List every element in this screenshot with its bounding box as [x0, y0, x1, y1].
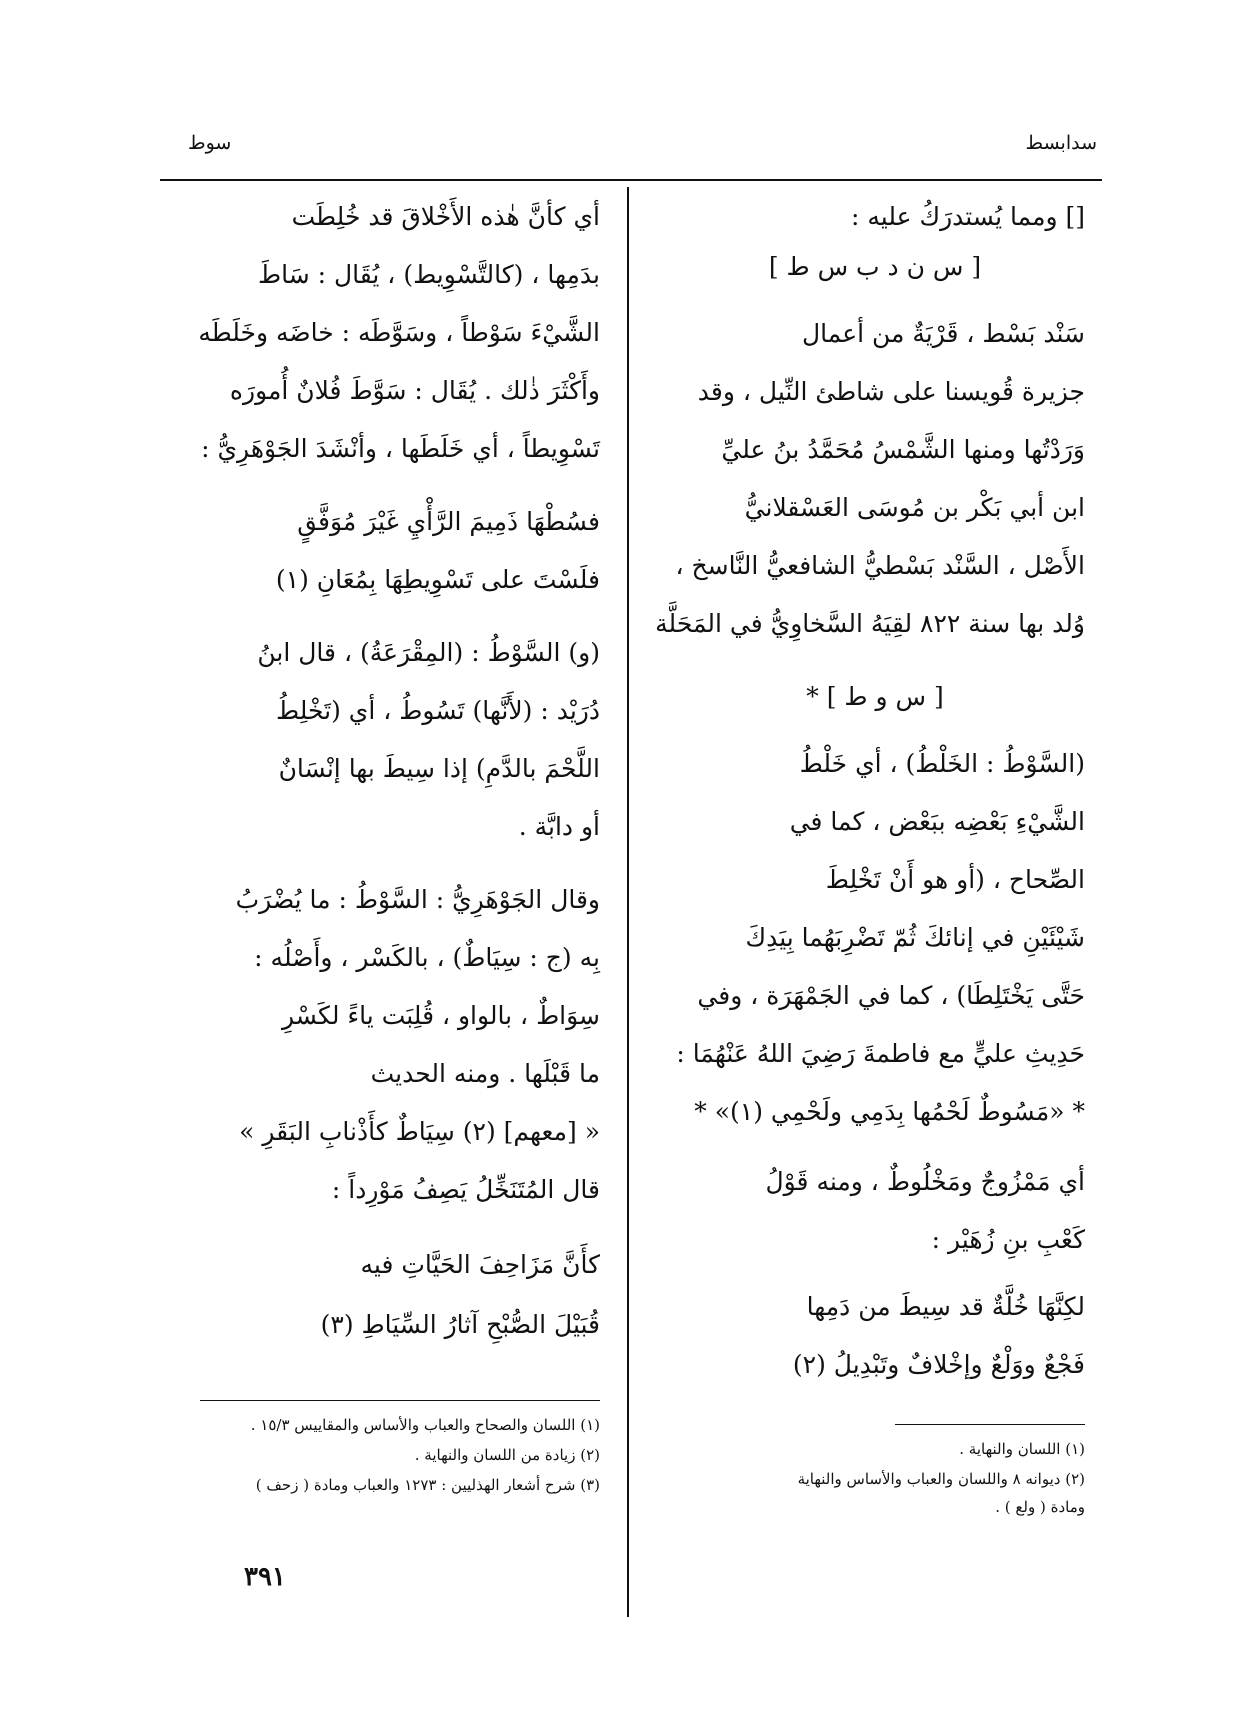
- footnote-rule: [895, 1424, 1085, 1425]
- text-line: ما قَبْلَها . ومنه الحديث: [370, 1059, 600, 1088]
- text-line: بدَمِها ، (كالتَّسْوِيط) ، يُقَال : سَاطَ: [257, 260, 600, 289]
- entry-root-heading: [ س ن د ب س ط ]: [768, 252, 982, 281]
- verse-line: فلَسْتَ على تَسْوِيطِهَا بِمُعَانِ (١): [275, 565, 600, 594]
- text-line: ابن أبي بَكْر بن مُوسَى العَسْقلانيُّ: [744, 493, 1085, 522]
- text-line: الشَّيْءَ سَوْطاً ، وسَوَّطَه : خاضَه وخَلَطَه: [198, 318, 600, 347]
- text-line: [] ومما يُستدرَكُ عليه :: [851, 202, 1085, 231]
- text-line: تَسْوِيطاً ، أي خَلَطَها ، وأنْشَدَ الجَوْهَرِيُّ :: [201, 434, 600, 463]
- text-line: أي كأنَّ هٰذه الأَخْلاقَ قد خُلِطَت: [291, 202, 600, 231]
- verse-line: فسُطْهَا ذَمِيمَ الرَّأْيِ غَيْرَ مُوَفَّقٍ: [297, 507, 600, 536]
- text-line: وَرَدْتُها ومنها الشَّمْسُ مُحَمَّدُ بنُ عليِّ: [721, 435, 1085, 464]
- text-line: اللَّحْمَ بالدَّمِ) إذا سِيطَ بها إنْسَانٌ: [278, 754, 600, 783]
- footnote: ومادة ( ولع ) .: [995, 1498, 1085, 1516]
- header-entry-start: سدابسط: [1025, 132, 1097, 154]
- footnote: (١) اللسان والنهاية .: [959, 1440, 1085, 1458]
- text-line: وأَكْثَرَ ذٰلك . يُقَال : سَوَّطَ فُلانٌ أُمورَه: [229, 376, 600, 405]
- text-line: (السَّوْطُ : الخَلْطُ) ، أي خَلْطُ: [799, 749, 1085, 778]
- text-line: أو دابَّة .: [518, 812, 600, 841]
- verse-line: فَجْعٌ ووَلْعٌ وإخْلافٌ وتَبْدِيلُ (٢): [792, 1350, 1085, 1379]
- verse-line: كأَنَّ مَزَاحِفَ الحَيَّاتِ فيه: [360, 1250, 600, 1279]
- text-line: سِوَاطٌ ، بالواو ، قُلِبَت ياءً لكَسْرِ: [281, 1001, 600, 1030]
- text-line: جزيرة قُويسنا على شاطئ النِّيل ، وقد: [697, 377, 1085, 406]
- footnote: (٣) شرح أشعار الهذليين : ١٢٧٣ والعباب ومادة ( زحف ): [255, 1476, 600, 1494]
- text-line: دُرَيْد : (لأَنَّها) تَسُوطُ ، أي (تَخْلِطُ: [276, 696, 600, 725]
- text-line: (و) السَّوْطُ : (المِقْرَعَةُ) ، قال ابنُ: [257, 638, 600, 667]
- column-divider: [627, 187, 629, 1617]
- text-line: قال المُتَنَخِّلُ يَصِفُ مَوْرِداً :: [331, 1175, 600, 1204]
- text-line: أي مَمْزُوجٌ ومَخْلُوطٌ ، ومنه قَوْلُ: [765, 1167, 1085, 1196]
- header-entry-end: سوط: [188, 132, 232, 154]
- text-line: « [معهم] (٢) سِيَاطٌ كأَذْنابِ البَقَرِ »: [239, 1117, 600, 1146]
- text-line: * «مَسُوطٌ لَحْمُها بِدَمِي ولَحْمِي (١)» *: [694, 1097, 1085, 1126]
- footnote: (١) اللسان والصحاح والعباب والأساس والمقاييس ١٥/٣ .: [250, 1416, 600, 1434]
- text-line: حَدِيثِ عليٍّ مع فاطمةَ رَضِيَ اللهُ عَنْهُمَا :: [676, 1039, 1085, 1068]
- text-line: وُلد بها سنة ٨٢٢ لقِيَهُ السَّخاوِيُّ في المَحَلَّة: [655, 609, 1085, 638]
- text-line: الشَّيْءِ بَعْضِه ببَعْض ، كما في: [789, 807, 1085, 836]
- entry-root-heading: [ س و ط ] *: [806, 682, 944, 711]
- verse-line: قُبَيْلَ الصُّبْحِ آثارُ السِّيَاطِ (٣): [320, 1310, 600, 1339]
- text-line: سَنْد بَسْط ، قَرْيَةٌ من أعمال: [801, 319, 1085, 348]
- footnote-rule: [200, 1400, 600, 1401]
- text-line: وقال الجَوْهَرِيُّ : السَّوْطُ : ما يُضْرَبُ: [235, 885, 600, 914]
- text-line: الصِّحاح ، (أو هو أَنْ تَخْلِطَ: [825, 865, 1085, 894]
- header-rule: [160, 179, 1102, 181]
- text-line: شَيْئَيْنِ في إنائكَ ثُمّ تَضْرِبَهُما بِيَدِكَ: [745, 923, 1085, 952]
- text-line: الأَصْل ، السَّنْد بَسْطيُّ الشافعيُّ النَّاسخ ،: [675, 551, 1085, 580]
- text-line: كَعْبِ بنِ زُهَيْر :: [931, 1225, 1085, 1254]
- footnote: (٢) ديوانه ٨ واللسان والعباب والأساس والنهاية: [797, 1470, 1085, 1488]
- text-line: حَتَّى يَخْتَلِطَا) ، كما في الجَمْهَرَة ، وفي: [697, 981, 1085, 1010]
- page-number: ٣٩١: [244, 1562, 286, 1592]
- footnote: (٢) زيادة من اللسان والنهاية .: [414, 1446, 600, 1464]
- text-line: بِه (ج : سِيَاطٌ) ، بالكَسْر ، وأَصْلُه :: [254, 943, 600, 972]
- verse-line: لكِنَّهَا خُلَّةٌ قد سِيطَ من دَمِها: [806, 1292, 1085, 1321]
